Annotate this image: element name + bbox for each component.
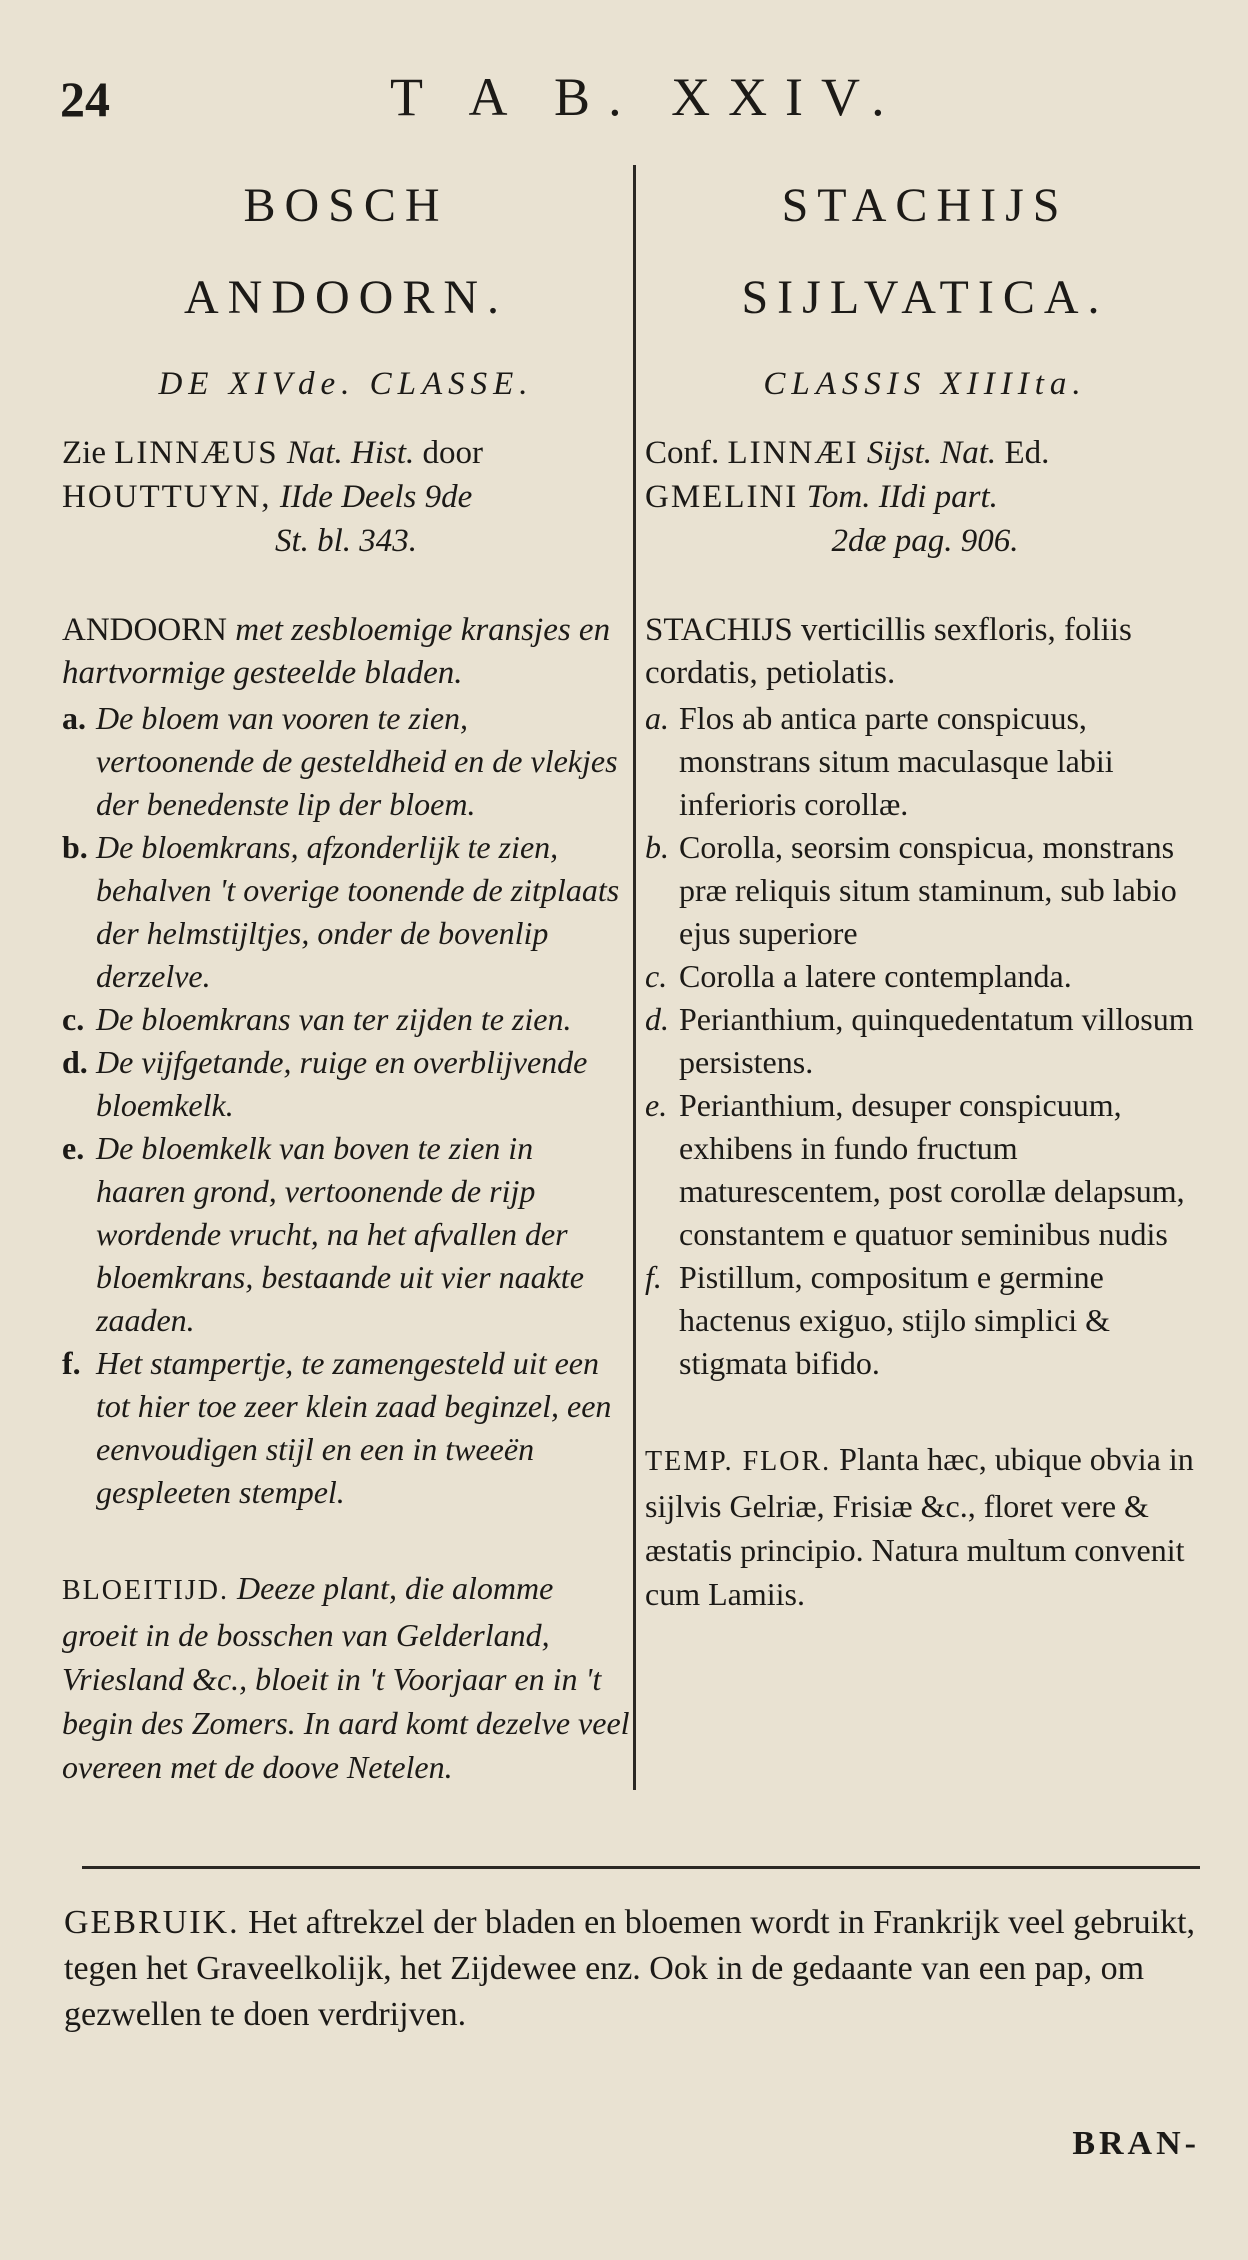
dutch-title-line1: BOSCH	[243, 179, 449, 232]
ref-author: LINNÆI	[727, 435, 859, 471]
ref-text: door	[414, 435, 484, 471]
item-letter: f.	[62, 1345, 81, 1381]
item-text: De vijfgetande, ruige en overblijvende bloemkelk.	[96, 1044, 588, 1123]
item-letter: c.	[645, 958, 668, 994]
flowering-time-label: BLOEITIJD.	[62, 1575, 229, 1606]
species-name: STACHIJS	[645, 612, 793, 648]
horizontal-rule	[82, 1866, 1200, 1869]
ref-translator: HOUTTUYN,	[62, 479, 272, 515]
item-letter: e.	[645, 1087, 668, 1123]
item-text: Corolla, seorsim conspicua, monstrans præ reliquis situm staminum, sub labio ejus superiore	[679, 829, 1177, 951]
ref-text: Ed.	[996, 435, 1050, 471]
item-text: Pistillum, compositum e germine hactenus exiguo, stijlo simplici & stigmata bifido.	[679, 1259, 1111, 1381]
flowering-time-text: Deeze plant, die alomme groeit in de bosschen van Gelderland, Vriesland &c., bloeit in 't Voorjaar en in 't begin des Zomers. In aard komt dezelve veel overeen met de doove Netelen.	[62, 1570, 630, 1785]
flowering-time-paragraph	[62, 1566, 630, 1789]
latin-title-line1: STACHIJS	[781, 179, 1069, 232]
latin-description	[645, 609, 1205, 695]
catchword: BRAN-	[1072, 2125, 1200, 2162]
column-divider	[633, 165, 636, 1790]
ref-work: Nat. Hist.	[278, 435, 415, 471]
list-item	[645, 1084, 1205, 1256]
species-description: met zesbloemige kransjes en hartvormige gesteelde bladen.	[62, 612, 611, 691]
item-text: De bloemkelk van boven te zien in haaren grond, vertoonende de rijp wordende vrucht, na het afvallen der bloemkrans, bestaande uit vier naakte zaaden.	[96, 1130, 584, 1338]
list-item	[62, 1342, 630, 1514]
item-text: De bloemkrans, afzonderlijk te zien, behalven 't overige toonende de zitplaats der helmstijltjes, onder de bovenlip derzelve.	[96, 829, 620, 994]
ref-page: St. bl. 343.	[274, 523, 418, 559]
flowering-season-label: TEMP. FLOR.	[645, 1446, 832, 1477]
list-item	[645, 998, 1205, 1084]
item-letter: a.	[645, 700, 669, 736]
flowering-season-text: Planta hæc, ubique obvia in sijlvis Gelriæ, Frisiæ &c., floret vere & æstatis principio. Natura multum convenit cum Lamiis.	[645, 1441, 1194, 1612]
latin-reference	[645, 431, 1205, 563]
item-letter: b.	[62, 829, 88, 865]
usage-label: GEBRUIK.	[64, 1904, 240, 1941]
dutch-title-line2: ANDOORN.	[184, 271, 508, 324]
dutch-column	[62, 160, 630, 1789]
plate-title: T A B. XXIV.	[390, 67, 903, 127]
list-item	[645, 697, 1205, 826]
list-item	[645, 955, 1205, 998]
item-letter: b.	[645, 829, 669, 865]
ref-work: Sijst. Nat.	[858, 435, 997, 471]
item-text: Flos ab antica parte conspicuus, monstrans situm maculasque labii inferioris corollæ.	[679, 700, 1114, 822]
item-letter: e.	[62, 1130, 85, 1166]
ref-page: 2dæ pag. 906.	[831, 523, 1019, 559]
item-letter: a.	[62, 700, 86, 736]
latin-figure-list	[645, 697, 1205, 1385]
list-item	[62, 826, 630, 998]
list-item	[62, 1041, 630, 1127]
ref-volume: IIde Deels 9de	[271, 479, 473, 515]
ref-author: LINNÆUS	[114, 435, 279, 471]
dutch-description	[62, 609, 630, 695]
page-header	[60, 62, 1188, 142]
list-item	[645, 826, 1205, 955]
flowering-season-paragraph	[645, 1437, 1205, 1616]
dutch-class-heading: DE XIVde. CLASSE.	[158, 366, 534, 402]
page-number: 24	[60, 71, 110, 127]
item-text: Corolla a latere contemplanda.	[679, 958, 1072, 994]
ref-editor: GMELINI	[645, 479, 799, 515]
dutch-reference	[62, 431, 630, 563]
item-letter: c.	[62, 1001, 85, 1037]
species-name: ANDOORN	[62, 612, 227, 648]
item-text: De bloemkrans van ter zijden te zien.	[96, 1001, 572, 1037]
usage-text: Het aftrekzel der bladen en bloemen wordt in Frankrijk veel gebruikt, tegen het Graveelkolijk, het Zijdewee enz. Ook in de gedaante van een pap, om gezwellen te doen verdrijven.	[64, 1904, 1196, 2033]
item-text: Perianthium, quinquedentatum villosum persistens.	[679, 1001, 1194, 1080]
item-letter: d.	[62, 1044, 88, 1080]
usage-paragraph	[64, 1900, 1200, 2038]
ref-volume: Tom. IIdi part.	[798, 479, 998, 515]
item-text: De bloem van vooren te zien, vertoonende de gesteldheid en de vlekjes der benedenste lip der bloem.	[96, 700, 618, 822]
dutch-figure-list	[62, 697, 630, 1514]
item-text: Het stampertje, te zamengesteld uit een tot hier toe zeer klein zaad beginzel, een eenvoudigen stijl en een in tweeën gespleeten stempel.	[96, 1345, 612, 1510]
ref-text: Zie	[62, 435, 115, 471]
item-letter: f.	[645, 1259, 662, 1295]
ref-text: Conf.	[645, 435, 728, 471]
list-item	[645, 1256, 1205, 1385]
latin-title-line2: SIJLVATICA.	[741, 271, 1109, 324]
latin-class-heading: CLASSIS XIIIIta.	[763, 366, 1087, 402]
latin-column	[645, 160, 1205, 1616]
list-item	[62, 998, 630, 1041]
item-text: Perianthium, desuper conspicuum, exhibens in fundo fructum maturescentem, post corollæ delapsum, constantem e quatuor seminibus nudis	[679, 1087, 1185, 1252]
item-letter: d.	[645, 1001, 669, 1037]
list-item	[62, 697, 630, 826]
list-item	[62, 1127, 630, 1342]
species-description: verticillis sexfloris, foliis cordatis, petiolatis.	[645, 612, 1132, 691]
